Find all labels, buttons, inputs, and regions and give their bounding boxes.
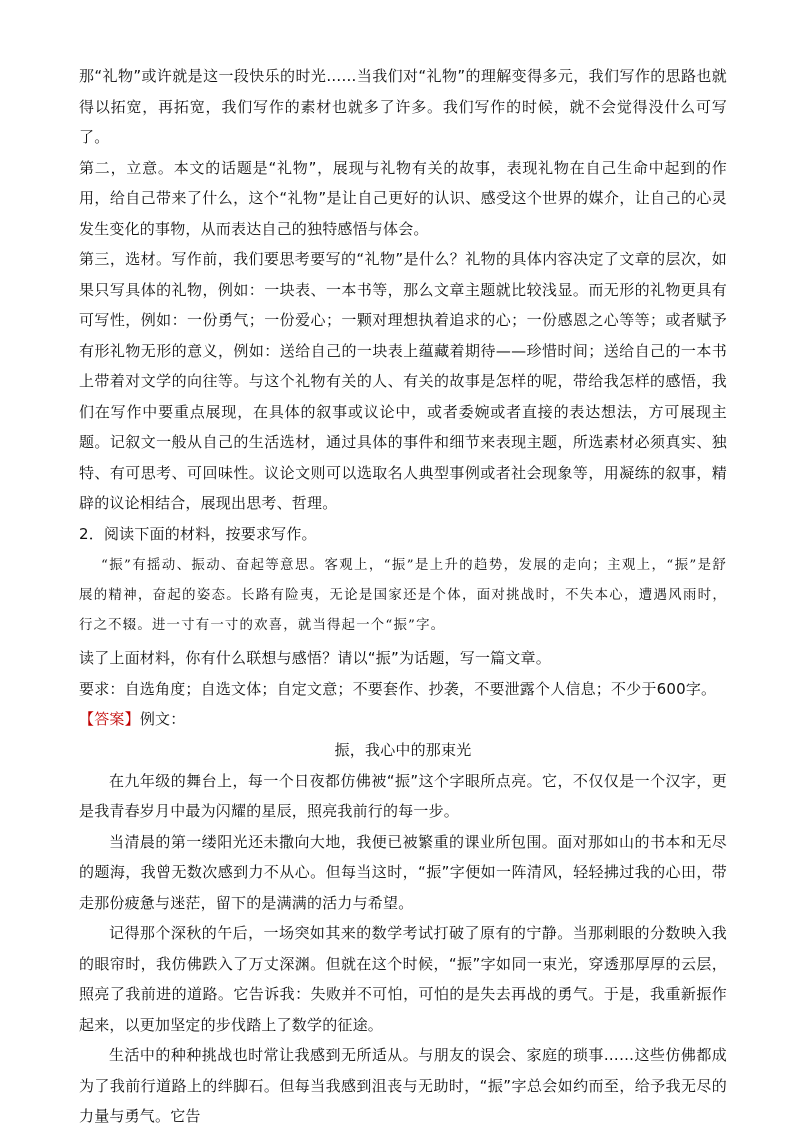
writing-requirements: 要求：自选角度；自选文体；自定文意；不要套作、抄袭，不要泄露个人信息；不少于600字。	[79, 679, 717, 698]
essay-paragraph-1: 在九年级的舞台上，每一个日夜都仿佛被“振”这个字眼所点亮。它，不仅仅是一个汉字，更是我青春岁月中最为闪耀的星辰，照亮我前行的每一步。	[79, 771, 727, 820]
paragraph-theme: 第二，立意。本文的话题是“礼物”，展现与礼物有关的故事，表现礼物在自己生命中起到的作用，给自己带来了什么，这个“礼物”是让自己更好的认识、感受这个世界的媒介，让自己的心灵发生变化的事物，从而表达自己的独特感悟与体会。	[79, 158, 727, 238]
reading-material: “振”有摇动、振动、奋起等意思。客观上，“振”是上升的趋势，发展的走向；主观上，“振”是舒展的精神，奋起的姿态。长路有险夷，无论是国家还是个体，面对挑战时，不失本心，遭遇风雨时，行之不辍。进一寸有一寸的欢喜，就当得起一个“振”字。	[79, 558, 727, 633]
paragraph-gift-intro: 那“礼物”或许就是这一段快乐的时光……当我们对“礼物”的理解变得多元，我们写作的思路也就得以拓宽，再拓宽，我们写作的素材也就多了许多。我们写作的时候，就不会觉得没什么可写了。	[79, 67, 727, 146]
essay-paragraph-3: 记得那个深秋的午后，一场突如其来的数学考试打破了原有的宁静。当那刺眼的分数映入我的眼帘时，我仿佛跌入了万丈深渊。但就在这个时候，“振”字如同一束光，穿透那厚厚的云层，照亮了我前进的道路。它告诉我：失败并不可怕，可怕的是失去再战的勇气。于是，我重新振作起来，以更加坚定的步伐踏上了数学的征途。	[79, 924, 727, 1034]
answer-suffix: 例文：	[139, 710, 186, 728]
answer-label: 【答案】	[79, 710, 140, 728]
question-2-heading: 2．阅读下面的材料，按要求写作。	[79, 524, 317, 543]
essay-paragraph-2: 当清晨的第一缕阳光还未撒向大地，我便已被繁重的课业所包围。面对那如山的书本和无尽的题海，我曾无数次感到力不从心。但每当这时，“振”字便如一阵清风，轻轻拂过我的心田，带走那份疲惫与迷茫，留下的是满满的活力与希望。	[79, 832, 727, 912]
essay-title: 振，我心中的那束光	[334, 740, 472, 759]
writing-prompt: 读了上面材料，你有什么联想与感悟？请以“振”为话题，写一篇文章。	[79, 649, 551, 667]
essay-paragraph-4: 生活中的种种挑战也时常让我感到无所适从。与朋友的误会、家庭的琐事……这些仿佛都成为了我前行道路上的绊脚石。但每当我感到沮丧与无助时，“振”字总会如约而至，给予我无尽的力量与勇气。它告	[79, 1046, 727, 1125]
document-body	[79, 61, 727, 1132]
paragraph-material-selection: 第三，选材。写作前，我们要思考要写的“礼物”是什么？礼物的具体内容决定了文章的层次，如果只写具体的礼物，例如：一块表、一本书等，那么文章主题就比较浅显。而无形的礼物更具有可写性，例如：一份勇气；一份爱心；一颗对理想执着追求的心；一份感恩之心等等；或者赋予有形礼物无形的意义，例如：送给自己的一块表上蕴藏着期待——珍惜时间；送给自己的一本书上带着对文学的向往等。与这个礼物有关的人、有关的故事是怎样的呢，带给我怎样的感悟，我们在写作中要重点展现，在具体的叙事或议论中，或者委婉或者直接的表达想法，方可展现主题。记叙文一般从自己的生活选材，通过具体的事件和细节来表现主题，所选素材必须真实、独特、有可思考、可回味性。议论文则可以选取名人典型事例或者社会现象等，用凝练的叙事，精辟的议论相结合，展现出思考、哲理。	[79, 250, 727, 512]
answer-line	[79, 704, 727, 735]
